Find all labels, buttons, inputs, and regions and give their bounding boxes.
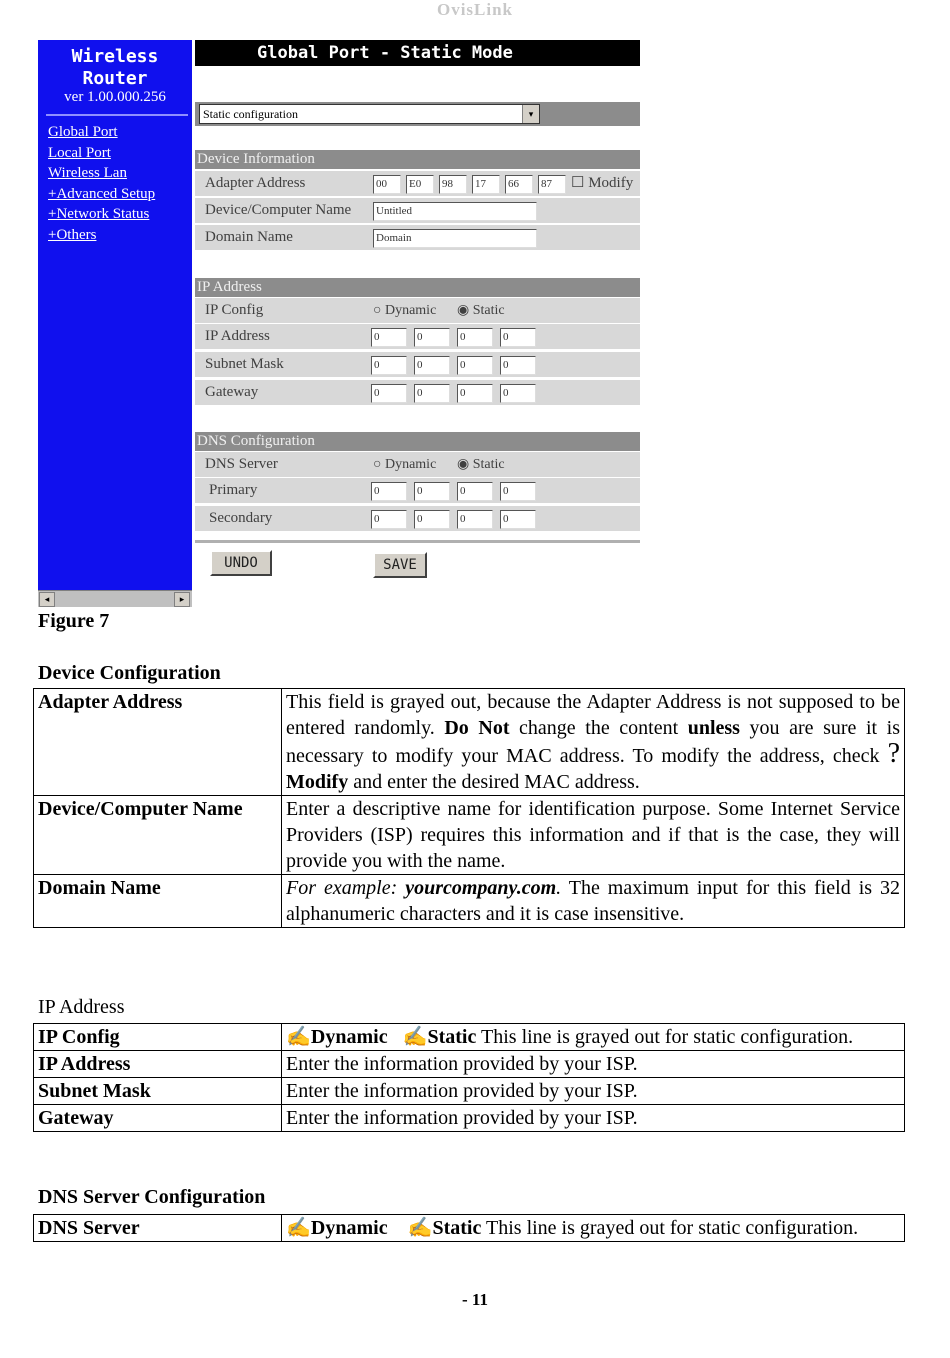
modify-label: Modify: [588, 175, 634, 191]
dns-static-radio[interactable]: ◉ Static: [457, 457, 505, 472]
subnet-mask-label: Subnet Mask: [205, 356, 284, 372]
dns-server-label: DNS Server: [205, 456, 278, 472]
device-name-label: Device/Computer Name: [205, 202, 352, 218]
ip-address-heading: IP Address: [195, 278, 640, 297]
dns-server-row: [195, 452, 640, 479]
ip-address-label: IP Address: [205, 328, 270, 344]
subnet-mask-row: [195, 352, 640, 379]
ip-config-row: [195, 298, 640, 325]
sidebar-link-others[interactable]: +Others: [48, 226, 97, 243]
pen-icon: ✍: [407, 1217, 433, 1239]
panel-title: Global Port - Static Mode: [195, 40, 640, 66]
ip-address-row: [195, 324, 640, 351]
device-name-key: Device/Computer Name: [34, 796, 282, 875]
ip-address-title: IP Address: [38, 996, 125, 1018]
button-divider: [195, 540, 640, 543]
desc-text: and enter the desired MAC address.: [348, 771, 640, 793]
sidebar-link-advanced-setup[interactable]: +Advanced Setup: [48, 185, 156, 202]
table-row: [34, 1105, 905, 1132]
gateway-row: [195, 380, 640, 407]
modify-checkbox[interactable]: ☐ Modify: [571, 175, 634, 191]
dns-heading: DNS Configuration: [195, 432, 640, 451]
sidebar-divider: [46, 114, 188, 116]
domain-name-input[interactable]: Domain: [373, 229, 537, 248]
mask-octet-4[interactable]: 0: [500, 356, 536, 375]
sidebar-title: [38, 46, 192, 90]
desc-bold: Static: [432, 1217, 482, 1239]
domain-name-label: Domain Name: [205, 229, 293, 245]
mask-octet-3[interactable]: 0: [457, 356, 493, 375]
desc-bold: Static: [427, 1026, 477, 1048]
secondary-octet-1[interactable]: 0: [371, 510, 407, 529]
device-config-table: [33, 688, 905, 928]
secondary-octet-4[interactable]: 0: [500, 510, 536, 529]
mode-select-value: Static configuration: [203, 107, 298, 121]
page-number: - 11: [462, 1290, 488, 1309]
dns-dynamic-radio[interactable]: ○ Dynamic: [373, 457, 437, 472]
mask-octet-1[interactable]: 0: [371, 356, 407, 375]
scroll-right-icon[interactable]: ▸: [174, 592, 190, 607]
desc-bold: Do Not: [444, 717, 510, 739]
sidebar-scrollbar[interactable]: [38, 590, 192, 607]
desc-italic: For example:: [286, 877, 406, 899]
gateway-octet-4[interactable]: 0: [500, 384, 536, 403]
ip-octet-3[interactable]: 0: [457, 328, 493, 347]
mask-octet-2[interactable]: 0: [414, 356, 450, 375]
gateway-key: Gateway: [34, 1105, 282, 1132]
desc-text: This line is grayed out for static configuration.: [476, 1026, 854, 1048]
ip-static-label: Static: [472, 303, 505, 318]
device-info-heading: Device Information: [195, 150, 640, 169]
device-config-title: Device Configuration: [38, 662, 221, 684]
domain-name-row: [195, 225, 640, 252]
primary-octet-1[interactable]: 0: [371, 482, 407, 501]
sidebar-link-wireless-lan[interactable]: Wireless Lan: [48, 165, 127, 181]
gateway-label: Gateway: [205, 384, 259, 400]
subnet-mask-desc: Enter the information provided by your ISP.: [282, 1078, 905, 1105]
mac-field-4: 17: [472, 175, 500, 194]
table-row: [34, 689, 905, 796]
device-name-input[interactable]: Untitled: [373, 202, 537, 221]
domain-name-desc: [282, 875, 905, 928]
settings-panel: [195, 40, 640, 608]
dns-primary-row: [195, 478, 640, 505]
ip-address-table: [33, 1023, 905, 1132]
desc-text: This line is grayed out for static configuration.: [481, 1217, 859, 1239]
sidebar-link-network-status[interactable]: +Network Status: [48, 206, 150, 222]
sidebar-title-line1: Wireless: [71, 46, 159, 67]
desc-bold: Dynamic: [310, 1026, 388, 1048]
desc-text: The maximum input for this field is 32 alphanumeric characters and it is case insensitive.: [286, 877, 900, 925]
sidebar-version: ver 1.00.000.256: [64, 89, 166, 105]
ip-config-desc: [282, 1024, 905, 1051]
dns-secondary-label: Secondary: [209, 510, 273, 526]
desc-text: change the content: [509, 717, 688, 739]
ip-address-desc: Enter the information provided by your ISP.: [282, 1051, 905, 1078]
desc-bold: Modify: [286, 771, 349, 793]
dns-config-table: [33, 1214, 905, 1242]
mode-select[interactable]: [199, 104, 540, 124]
desc-text: This field is grayed out, because the Adapter Address is not supposed to be entered randomly.: [286, 691, 900, 739]
dns-config-title: DNS Server Configuration: [38, 1186, 266, 1208]
gateway-octet-3[interactable]: 0: [457, 384, 493, 403]
desc-bold: unless: [687, 717, 740, 739]
ip-config-key: IP Config: [34, 1024, 282, 1051]
dns-server-key: DNS Server: [34, 1215, 282, 1242]
router-screenshot: [38, 40, 662, 608]
adapter-address-row: [195, 171, 640, 198]
table-row: [34, 796, 905, 875]
ip-address-key: IP Address: [34, 1051, 282, 1078]
table-row: [34, 1078, 905, 1105]
save-button[interactable]: SAVE: [373, 552, 427, 578]
secondary-octet-3[interactable]: 0: [457, 510, 493, 529]
checkbox-glyph: ?: [887, 738, 900, 769]
table-row: [34, 875, 905, 928]
gateway-octet-1[interactable]: 0: [371, 384, 407, 403]
dns-secondary-row: [195, 506, 640, 533]
dns-primary-label: Primary: [209, 482, 258, 498]
primary-octet-2[interactable]: 0: [414, 482, 450, 501]
sidebar-title-line2: Router: [82, 68, 148, 89]
mac-field-1: 00: [373, 175, 401, 194]
sidebar-link-global-port[interactable]: Global Port: [48, 124, 118, 140]
gateway-desc: Enter the information provided by your ISP.: [282, 1105, 905, 1132]
desc-bold-italic: yourcompany.com: [405, 877, 557, 899]
device-name-desc: Enter a descriptive name for identification purpose. Some Internet Service Providers (ISP) requires this information and if that is the case, they will provide you with the name.: [282, 796, 905, 875]
figure-caption: Figure 7: [38, 610, 110, 632]
mac-field-3: 98: [439, 175, 467, 194]
subnet-mask-key: Subnet Mask: [34, 1078, 282, 1105]
mac-field-6: 87: [538, 175, 566, 194]
adapter-address-key: Adapter Address: [34, 689, 282, 796]
table-row: [34, 1051, 905, 1078]
device-name-row: [195, 198, 640, 225]
dns-dynamic-label: Dynamic: [384, 457, 437, 472]
primary-octet-4[interactable]: 0: [500, 482, 536, 501]
ip-config-label: IP Config: [205, 302, 264, 318]
sidebar-links: [48, 122, 155, 245]
primary-octet-3[interactable]: 0: [457, 482, 493, 501]
pen-icon: ✍: [286, 1026, 311, 1048]
table-row: [34, 1024, 905, 1051]
domain-name-key: Domain Name: [34, 875, 282, 928]
desc-text: you are sure it is necessary to modify your MAC address. To modify the address, check: [286, 717, 901, 767]
adapter-address-label: Adapter Address: [205, 175, 306, 191]
table-row: [34, 1215, 905, 1242]
ip-octet-1[interactable]: 0: [371, 328, 407, 347]
ip-octet-4[interactable]: 0: [500, 328, 536, 347]
gateway-octet-2[interactable]: 0: [414, 384, 450, 403]
pen-icon: ✍: [286, 1217, 311, 1239]
pen-icon: ✍: [402, 1026, 428, 1048]
desc-italic: .: [556, 877, 562, 899]
mac-field-2: E0: [406, 175, 434, 194]
secondary-octet-2[interactable]: 0: [414, 510, 450, 529]
dns-static-label: Static: [472, 457, 505, 472]
sidebar-link-local-port[interactable]: Local Port: [48, 144, 111, 161]
dns-server-desc: [282, 1215, 905, 1242]
ip-dynamic-label: Dynamic: [384, 303, 437, 318]
ip-dynamic-radio[interactable]: ○ Dynamic: [373, 303, 437, 318]
desc-bold: Dynamic: [310, 1217, 388, 1239]
sidebar: [38, 40, 192, 606]
ip-octet-2[interactable]: 0: [414, 328, 450, 347]
scroll-left-icon[interactable]: ◂: [39, 592, 55, 607]
ip-static-radio[interactable]: ◉ Static: [457, 303, 505, 318]
mac-field-5: 66: [505, 175, 533, 194]
brand-header: OvisLink: [436, 0, 514, 19]
mode-bar: [195, 102, 640, 126]
chevron-down-icon[interactable]: ▾: [522, 105, 539, 123]
adapter-address-desc: [282, 689, 905, 796]
undo-button[interactable]: UNDO: [210, 550, 272, 576]
